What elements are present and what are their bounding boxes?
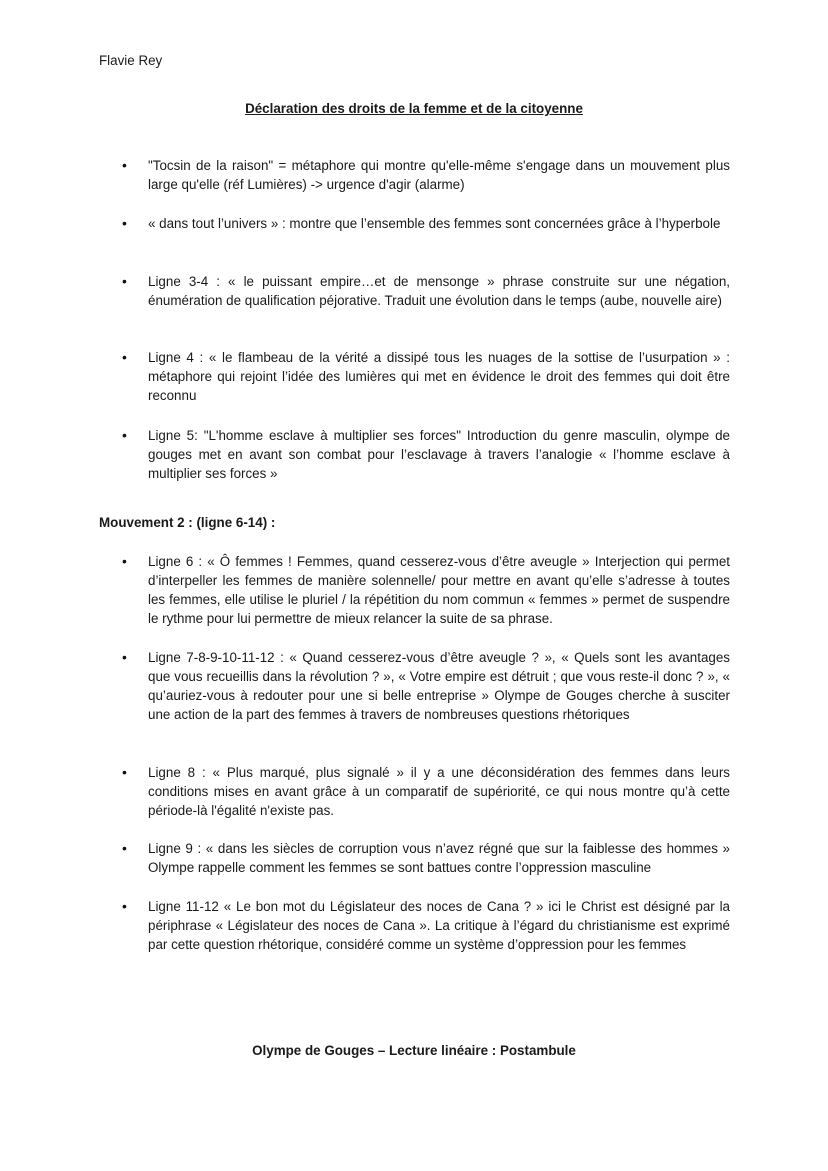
document-title: Déclaration des droits de la femme et de la citoyenne [245,101,583,116]
list-item: • Ligne 3-4 : « le puissant empire…et de mensonge » phrase construite sur une négation, énumération de qualification péjorative. Traduit une évolution dans le temps (aube, nouvelle aire) [148,272,730,310]
author-name: Flavie Rey [99,53,163,68]
list-item: • « dans tout l’univers » : montre que l’ensemble des femmes sont concernées grâce à l’hyperbole [148,214,730,233]
list-item: • Ligne 7-8-9-10-11-12 : « Quand cesserez-vous d’être aveugle ? », « Quels sont les avantages que vous recueillis dans la révolution ? », « Votre empire est détruit ; que vous reste-il donc ? », « qu’auriez-vous à redouter pour une si belle entreprise » Olympe de Gouges cherche à susciter une action de la part des femmes à travers de nombreuses questions rhétoriques [148,648,730,724]
list-item: • Ligne 4 : « le flambeau de la vérité a dissipé tous les nuages de la sottise de l’usurpation » : métaphore qui rejoint l’idée des lumières qui met en évidence le droit des femmes qui doit être reconnu [148,348,730,405]
list-item: • Ligne 6 : « Ô femmes ! Femmes, quand cesserez-vous d’être aveugle » Interjection qui permet d’interpeller les femmes de manière solennelle/ pour mettre en avant qu’elle s’adresse à toutes les femmes, elle utilise le pluriel / la répétition du nom commun « femmes » permet de suspendre le rythme pour lui permettre de mieux relancer la suite de sa phrase. [148,552,730,628]
list-item: • Ligne 9 : « dans les siècles de corruption vous n’avez régné que sur la faiblesse des hommes » Olympe rappelle comment les femmes se sont battues contre l’oppression masculine [148,839,730,877]
footer-title: Olympe de Gouges – Lecture linéaire : Postambule [252,1043,576,1058]
list-item: • "Tocsin de la raison" = métaphore qui montre qu'elle-même s'engage dans un mouvement plus large qu'elle (réf Lumières) -> urgence d'agir (alarme) [148,156,730,194]
list-item: • Ligne 11-12 « Le bon mot du Législateur des noces de Cana ? » ici le Christ est désigné par la périphrase « Législateur des noces de Cana ». La critique à l’égard du christianisme est exprimé par cette question rhétorique, considéré comme un système d’oppression pour les femmes [148,897,730,954]
list-item: • Ligne 8 : « Plus marqué, plus signalé » il y a une déconsidération des femmes dans leurs conditions mises en avant grâce à un comparatif de supériorité, ce qui nous montre qu’à cette période-là l'égalité n'existe pas. [148,763,730,820]
list-item: • Ligne 5: "L'homme esclave à multiplier ses forces" Introduction du genre masculin, olympe de gouges met en avant son combat pour l’esclavage à travers l’analogie « l’homme esclave à multiplier ses forces » [148,426,730,483]
section-heading: Mouvement 2 : (ligne 6-14) : [99,515,276,530]
